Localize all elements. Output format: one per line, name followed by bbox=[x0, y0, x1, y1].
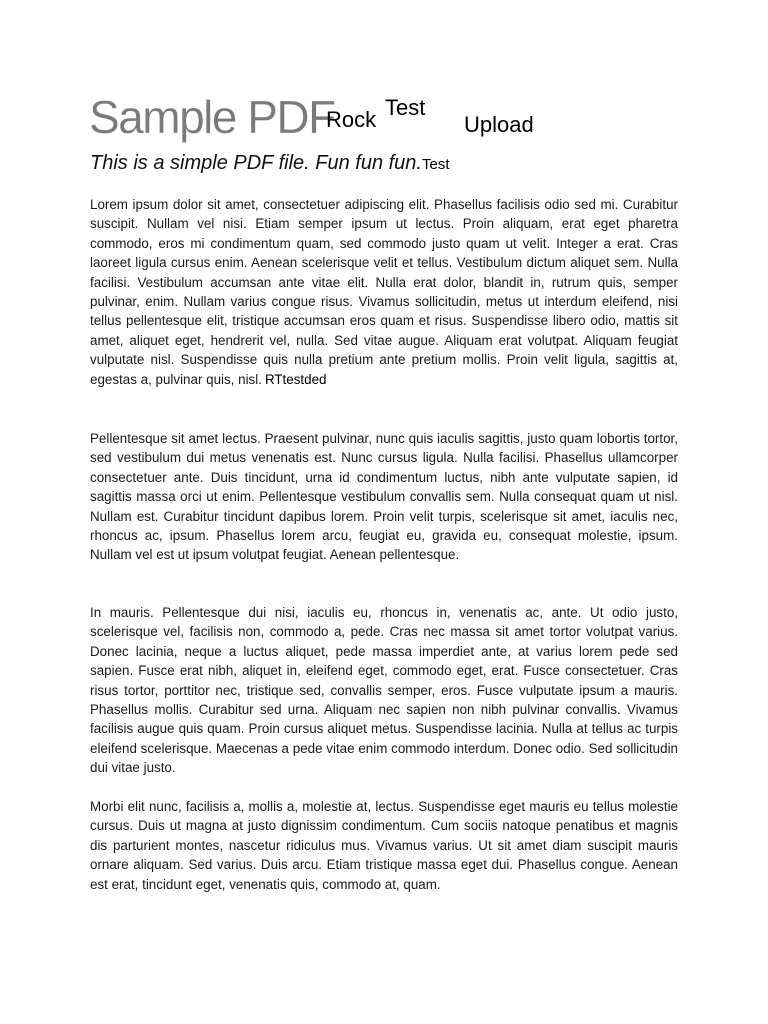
annotation-upload: Upload bbox=[464, 112, 534, 137]
annotation-rttestded: RTtestded bbox=[264, 371, 327, 387]
annotation-test: Test bbox=[385, 95, 426, 120]
annotation-subtitle-test: Test bbox=[421, 156, 450, 173]
paragraph-2: Pellentesque sit amet lectus. Praesent pulvinar, nunc quis iaculis sagittis, justo quam lobortis tortor, sed vestibulum dui metus venenatis est. Nunc cursus ligula. Nulla facilisi. Phasellus ullamcorper consectetuer ante. Duis tincidunt, urna id condimentum luctus, nibh ante vulputate sapien, id sagittis massa orci ut enim. Pellentesque vestibulum convallis sem. Nulla consequat quam ut nisl. Nullam est. Curabitur tincidunt dapibus lorem. Proin velit turpis, scelerisque sit amet, iaculis nec, rhoncus ac, ipsum. Phasellus lorem arcu, feugiat eu, gravida eu, consequat molestie, ipsum. Nullam vel est ut ipsum volutpat feugiat. Aenean pellentesque. bbox=[90, 431, 678, 563]
paragraph-1-text: Lorem ipsum dolor sit amet, consectetuer adipiscing elit. Phasellus facilisis odio sed mi. Curabitur suscipit. Nullam vel nisi. Etiam semper ipsum ut lectus. Proin aliquam, erat eget pharetra commodo, eros mi condimentum quam, sed commodo justo quam ut velit. Integer a erat. Cras laoreet ligula cursus enim. Aenean scelerisque velit et tellus. Vestibulum dictum aliquet sem. Nulla facilisi. Vestibulum accumsan ante vitae elit. Nulla erat dolor, blandit in, rutrum quis, semper pulvinar, enim. Nullam varius congue risus. Vivamus sollicitudin, metus ut interdum eleifend, nisi tellus pellentesque elit, tristique accumsan eros quam et risus. Suspendisse libero odio, mattis sit amet, aliquet eget, hendrerit vel, nulla. Sed vitae augue. Aliquam erat volutpat. Aliquam feugiat vulputate nisl. Suspendisse quis nulla pretium ante pretium mollis. Proin velit ligula, sagittis at, egestas a, pulvinar quis, nisl. bbox=[90, 197, 678, 387]
document-subtitle: This is a simple PDF file. Fun fun fun. bbox=[90, 152, 422, 174]
paragraph-4: Morbi elit nunc, facilisis a, mollis a, molestie at, lectus. Suspendisse eget mauris eu tellus molestie cursus. Duis ut magna at justo dignissim condimentum. Cum sociis natoque penatibus et magnis dis parturient montes, nascetur ridiculus mus. Vivamus varius. Ut sit amet diam suscipit mauris ornare aliquam. Sed varius. Duis arcu. Etiam tristique massa eget dui. Phasellus congue. Aenean est erat, tincidunt eget, venenatis quis, commodo at, quam. bbox=[90, 799, 678, 892]
annotation-rock: Rock bbox=[326, 107, 377, 132]
paragraph-1 bbox=[90, 195, 678, 389]
document-subtitle-line bbox=[90, 151, 450, 175]
document-title: Sample PDF bbox=[89, 91, 335, 143]
paragraph-3: In mauris. Pellentesque dui nisi, iaculis eu, rhoncus in, venenatis ac, ante. Ut odio justo, scelerisque vel, facilisis non, commodo a, pede. Cras nec massa sit amet tortor volutpat varius. Donec lacinia, neque a luctus aliquet, pede massa imperdiet ante, at varius lorem pede sed sapien. Fusce erat nibh, aliquet in, eleifend eget, commodo eget, erat. Fusce consectetuer. Cras risus tortor, porttitor nec, tristique sed, convallis semper, eros. Fusce vulputate ipsum a mauris. Phasellus mollis. Curabitur sed urna. Aliquam nec sapien non nibh pulvinar convallis. Vivamus facilisis augue quis quam. Proin cursus aliquet metus. Suspendisse lacinia. Nulla at tellus ac turpis eleifend scelerisque. Maecenas a pede vitae enim commodo interdum. Donec odio. Sed sollicitudin dui vitae justo. bbox=[90, 605, 678, 776]
